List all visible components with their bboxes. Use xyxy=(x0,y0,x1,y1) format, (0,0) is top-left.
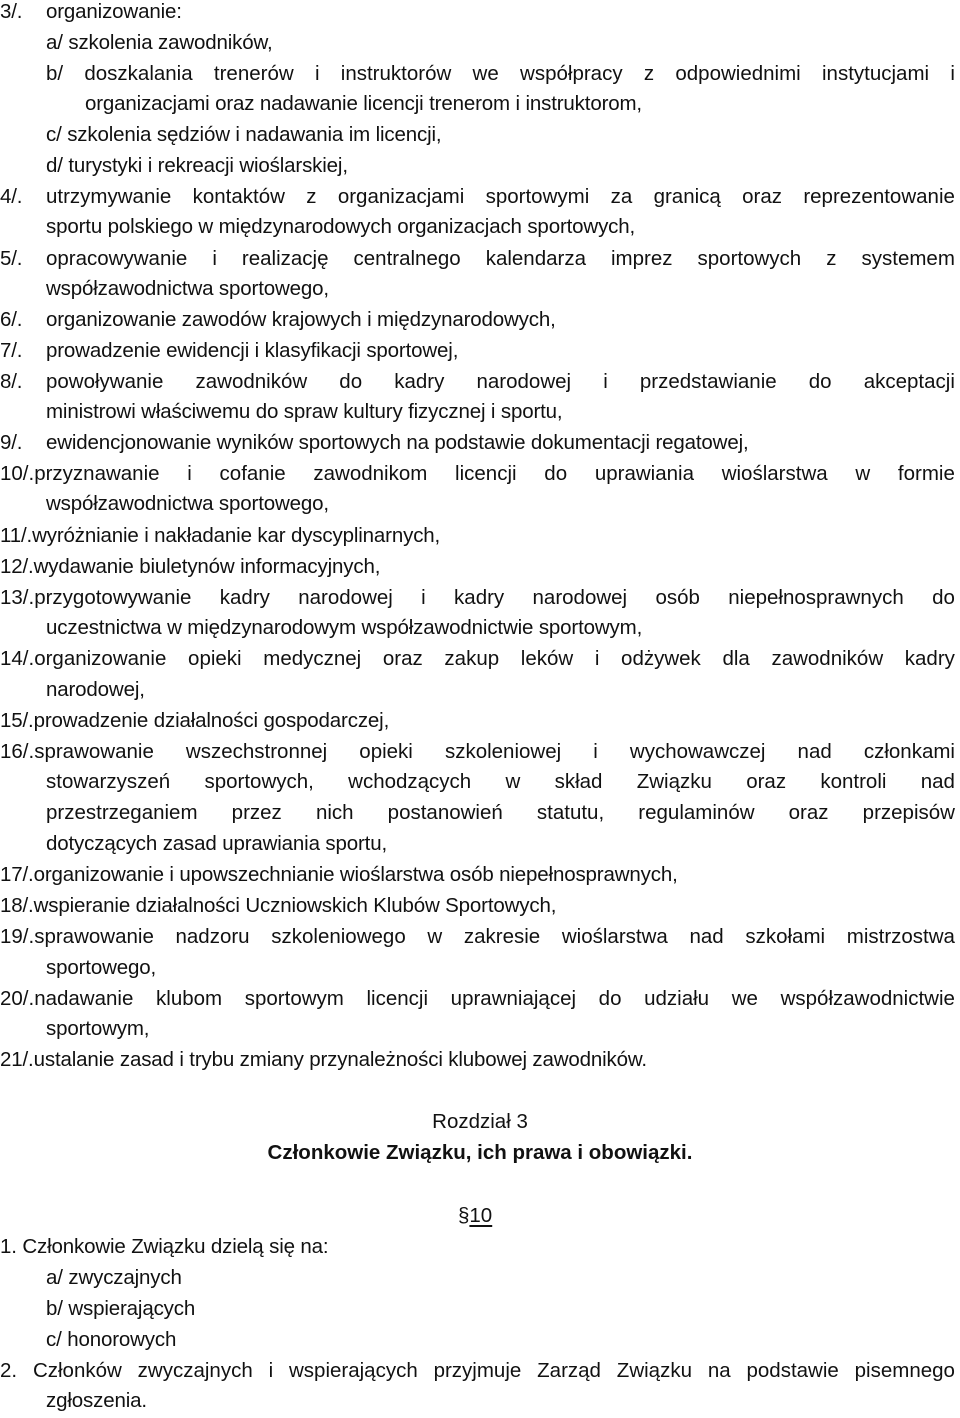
item-19-line2: sportowego, xyxy=(46,956,157,979)
word: statutu, xyxy=(536,801,605,824)
word: szkoleniowej xyxy=(444,740,562,763)
word: Związku xyxy=(636,770,712,793)
word: medycznej xyxy=(263,647,362,670)
word: do xyxy=(808,370,832,393)
word: i xyxy=(187,462,192,485)
word: oraz xyxy=(382,647,423,670)
item-13-line2: uczestnictwa w międzynarodowym współzawodnictwie sportowym, xyxy=(46,616,643,639)
item-20-line2: sportowym, xyxy=(46,1017,150,1040)
word: doszkalania xyxy=(84,62,193,85)
word: wchodzących xyxy=(348,770,472,793)
word: licencji xyxy=(366,987,429,1010)
word: i xyxy=(603,370,608,393)
word: oraz xyxy=(742,185,783,208)
word: kadry xyxy=(454,586,505,609)
word: imprez xyxy=(611,247,673,270)
word: kontaktów xyxy=(192,185,285,208)
word: niepełnosprawnych xyxy=(728,586,904,609)
item-4-line1 xyxy=(46,185,955,209)
word: postanowień xyxy=(387,801,503,824)
word: we xyxy=(472,62,499,85)
word: realizację xyxy=(241,247,329,270)
paragraph-sign xyxy=(458,1204,492,1228)
word: kalendarza xyxy=(485,247,586,270)
word: odżywek xyxy=(621,647,701,670)
item-3b-line1 xyxy=(46,62,955,86)
item-17-line1: 17/.organizowanie i upowszechnianie wioślarstwa osób niepełnosprawnych, xyxy=(0,863,678,886)
item-7-line1: prowadzenie ewidencji i klasyfikacji sportowej, xyxy=(46,339,459,362)
chapter-heading: Rozdział 3 xyxy=(432,1110,528,1133)
word: systemem xyxy=(861,247,955,270)
para10-point2-line2: zgłoszenia. xyxy=(46,1389,147,1412)
word: narodowej xyxy=(476,370,572,393)
word: we xyxy=(731,987,758,1010)
word: odpowiednimi xyxy=(675,62,801,85)
para10-point1: 1. Członkowie Związku dzielą się na: xyxy=(0,1235,329,1258)
item-4-line2: sportu polskiego w międzynarodowych organizacjach sportowych, xyxy=(46,215,636,238)
item-12-line1: 12/.wydawanie biuletynów informacyjnych, xyxy=(0,555,381,578)
word: nich xyxy=(315,801,354,824)
word: mistrzostwa xyxy=(846,925,955,948)
item-3c: c/ szkolenia sędziów i nadawania im licencji, xyxy=(46,123,442,146)
word: licencji xyxy=(455,462,517,485)
item-11-line1: 11/.wyróżnianie i nakładanie kar dyscyplinarnych, xyxy=(0,524,441,547)
item-19-line1 xyxy=(0,925,955,949)
word: współzawodnictwie xyxy=(780,987,955,1010)
word: opieki xyxy=(359,740,413,763)
word: powoływanie xyxy=(46,370,164,393)
item-13-line1 xyxy=(0,586,955,610)
item-16-line3 xyxy=(46,801,955,825)
word: kontroli xyxy=(820,770,887,793)
word: oraz xyxy=(788,801,829,824)
word: 2. xyxy=(0,1359,18,1382)
item-6-label: 6/. xyxy=(0,308,23,331)
item-3-label: 3/. xyxy=(0,0,23,23)
word: opieki xyxy=(188,647,242,670)
item-3b-line2: organizacjami oraz nadawanie licencji trenerom i instruktorom, xyxy=(85,92,642,115)
word: przestrzeganiem xyxy=(46,801,198,824)
word: trenerów xyxy=(213,62,294,85)
word: szkołami xyxy=(745,925,826,948)
word: współpracy xyxy=(520,62,623,85)
item-3d: d/ turystyki i rekreacji wioślarskiej, xyxy=(46,154,348,177)
item-8-label: 8/. xyxy=(0,370,23,393)
word: akceptacji xyxy=(863,370,955,393)
word: organizacjami xyxy=(337,185,465,208)
item-10-line2: współzawodnictwa sportowego, xyxy=(46,492,329,515)
word: z xyxy=(306,185,317,208)
word: i xyxy=(314,62,320,85)
word: 16/.sprawowanie xyxy=(0,740,154,763)
word: i xyxy=(421,586,426,609)
word: nad xyxy=(689,925,724,948)
word: za xyxy=(610,185,633,208)
word: skład xyxy=(554,770,603,793)
item-9-label: 9/. xyxy=(0,431,23,454)
word: narodowej xyxy=(298,586,393,609)
word: do xyxy=(544,462,568,485)
word: stowarzyszeń xyxy=(46,770,171,793)
word: wioślarstwa xyxy=(721,462,828,485)
word: osób xyxy=(655,586,700,609)
word: reprezentowanie xyxy=(803,185,955,208)
word: kadry xyxy=(904,647,955,670)
word: narodowej xyxy=(532,586,628,609)
item-16-line1 xyxy=(0,740,955,764)
word: Członków xyxy=(32,1359,122,1382)
word: podstawie xyxy=(746,1359,839,1382)
item-16-line2 xyxy=(46,770,955,794)
word: instruktorów xyxy=(340,62,452,85)
word: instytucjami xyxy=(821,62,930,85)
item-15-line1: 15/.prowadzenie działalności gospodarczej, xyxy=(0,709,390,732)
word: Zarząd xyxy=(537,1359,601,1382)
word: wioślarstwa xyxy=(561,925,668,948)
item-3a: a/ szkolenia zawodników, xyxy=(46,31,273,54)
word: klubom xyxy=(156,987,223,1010)
item-7-label: 7/. xyxy=(0,339,23,362)
word: pisemnego xyxy=(854,1359,955,1382)
word: wszechstronnej xyxy=(185,740,328,763)
word: przedstawianie xyxy=(639,370,777,393)
word: szkoleniowego xyxy=(271,925,406,948)
para10-point1-c: c/ honorowych xyxy=(46,1328,177,1351)
paragraph-number: 10 xyxy=(469,1204,493,1227)
word: centralnego xyxy=(353,247,461,270)
word: utrzymywanie xyxy=(46,185,172,208)
item-5-line1 xyxy=(46,247,955,271)
item-3-title: organizowanie: xyxy=(46,0,182,23)
word: i xyxy=(950,62,955,85)
item-16-line4: dotyczących zasad uprawiania sportu, xyxy=(46,832,388,855)
word: sportowych xyxy=(697,247,802,270)
word: nad xyxy=(920,770,955,793)
chapter-title: Członkowie Związku, ich prawa i obowiązki. xyxy=(267,1141,693,1164)
word: formie xyxy=(897,462,955,485)
item-18-line1: 18/.wspieranie działalności Uczniowskich Klubów Sportowych, xyxy=(0,894,557,917)
word: kadry xyxy=(219,586,270,609)
word: z xyxy=(643,62,655,85)
word: b/ xyxy=(46,62,64,85)
word: wychowawczej xyxy=(629,740,766,763)
word: sportowym xyxy=(244,987,344,1010)
word: zawodnikom xyxy=(313,462,428,485)
item-5-label: 5/. xyxy=(0,247,23,270)
word: 13/.przygotowywanie xyxy=(0,586,192,609)
word: granicą xyxy=(653,185,721,208)
word: i xyxy=(593,740,598,763)
item-14-line1 xyxy=(0,647,955,671)
word: zakresie xyxy=(463,925,541,948)
word: leków xyxy=(520,647,574,670)
item-14-line2: narodowej, xyxy=(46,678,145,701)
word: uprawniającej xyxy=(450,987,577,1010)
word: 20/.nadawanie xyxy=(0,987,134,1010)
item-6-line1: organizowanie zawodów krajowych i międzynarodowych, xyxy=(46,308,556,331)
paragraph-symbol: § xyxy=(458,1204,470,1227)
word: zakup xyxy=(444,647,500,670)
word: sportowymi xyxy=(485,185,590,208)
word: cofanie xyxy=(219,462,286,485)
word: i xyxy=(212,247,217,270)
word: do xyxy=(932,586,955,609)
item-9-line1: ewidencjonowanie wyników sportowych na podstawie dokumentacji regatowej, xyxy=(46,431,749,454)
word: opracowywanie xyxy=(46,247,188,270)
word: zwyczajnych xyxy=(137,1359,253,1382)
word: udziału xyxy=(644,987,710,1010)
item-8-line1 xyxy=(46,370,955,394)
word: do xyxy=(339,370,363,393)
word: zawodników xyxy=(195,370,308,393)
para10-point2-line1 xyxy=(0,1359,955,1383)
word: Związku xyxy=(616,1359,692,1382)
word: wspierających xyxy=(288,1359,418,1382)
para10-point1-a: a/ zwyczajnych xyxy=(46,1266,182,1289)
word: w xyxy=(855,462,871,485)
word: przepisów xyxy=(862,801,955,824)
item-20-line1 xyxy=(0,987,955,1011)
word: regulaminów xyxy=(638,801,755,824)
word: do xyxy=(598,987,622,1010)
item-4-label: 4/. xyxy=(0,185,23,208)
word: 19/.sprawowanie xyxy=(0,925,154,948)
item-21-line1: 21/.ustalanie zasad i trybu zmiany przynależności klubowej zawodników. xyxy=(0,1048,647,1071)
word: w xyxy=(505,770,521,793)
word: i xyxy=(594,647,600,670)
word: uprawiania xyxy=(594,462,694,485)
word: oraz xyxy=(746,770,787,793)
word: przyjmuje xyxy=(433,1359,522,1382)
para10-point1-b: b/ wspierających xyxy=(46,1297,196,1320)
word: zawodników xyxy=(771,647,884,670)
word: dla xyxy=(722,647,750,670)
word: na xyxy=(707,1359,731,1382)
word: członkami xyxy=(863,740,955,763)
word: sportowych, xyxy=(204,770,314,793)
word: i xyxy=(268,1359,274,1382)
word: nad xyxy=(797,740,832,763)
word: 10/.przyznawanie xyxy=(0,462,160,485)
item-8-line2: ministrowi właściwemu do spraw kultury fizycznej i sportu, xyxy=(46,400,563,423)
item-10-line1 xyxy=(0,462,955,486)
word: kadry xyxy=(394,370,445,393)
word: z xyxy=(826,247,837,270)
word: 14/.organizowanie xyxy=(0,647,167,670)
word: w xyxy=(427,925,443,948)
word: nadzoru xyxy=(175,925,250,948)
item-5-line2: współzawodnictwa sportowego, xyxy=(46,277,329,300)
word: przez xyxy=(231,801,282,824)
